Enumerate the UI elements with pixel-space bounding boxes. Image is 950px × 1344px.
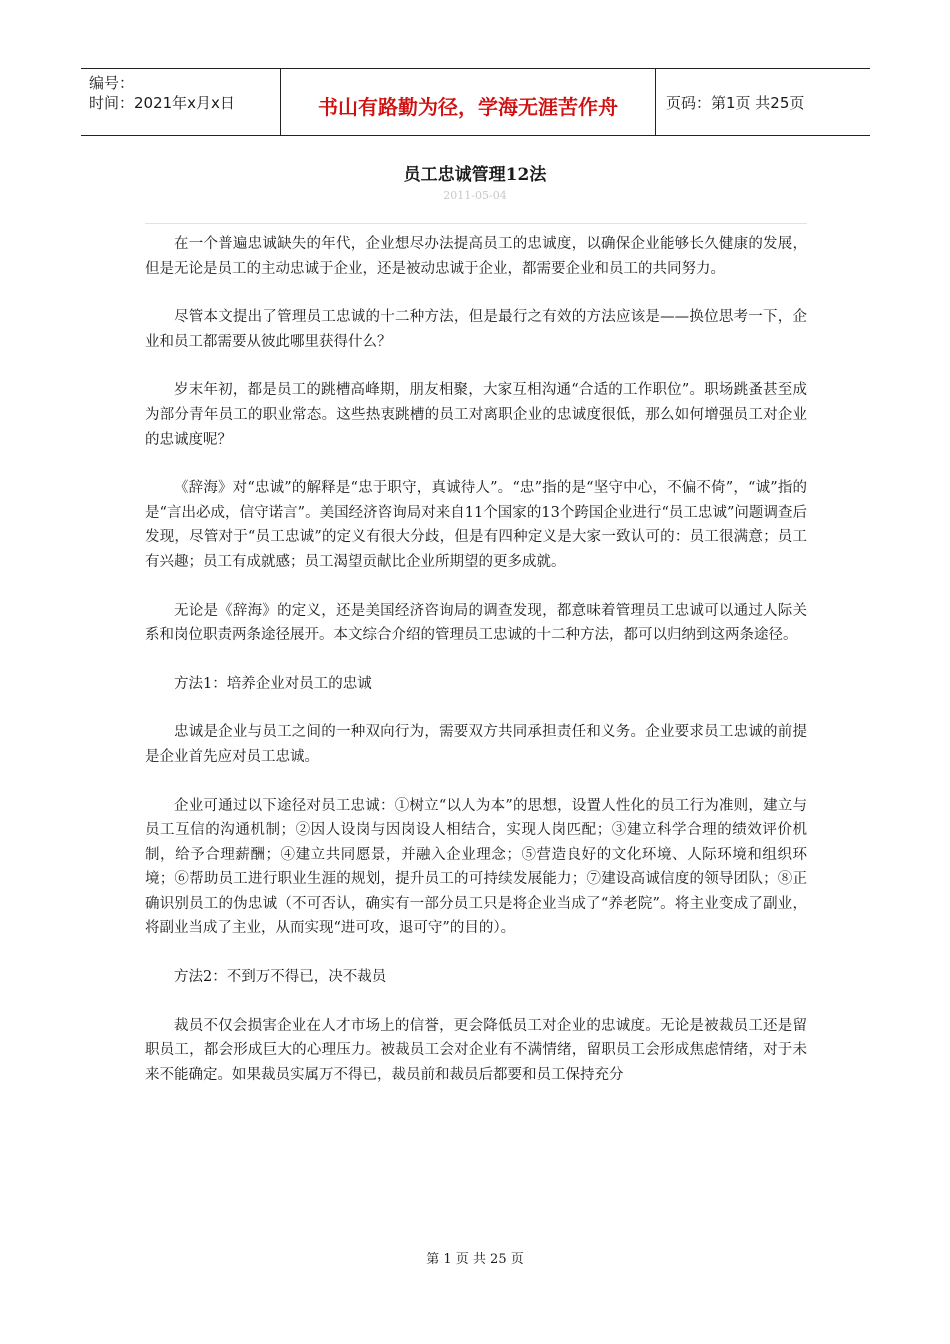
header-page-code: 页码：第1页 共25页 xyxy=(666,93,805,112)
time-label: 时间：2021年x月x日 xyxy=(89,94,235,112)
paragraph: 企业可通过以下途径对员工忠诚：①树立“以人为本”的思想，设置人性化的员工行为准则，建立与员工互信的沟通机制；②因人设岗与因岗设人相结合，实现人岗匹配；③建立科学合理的绩效评价机制，给予合理薪酬；④建立共同愿景，并融入企业理念；⑤营造良好的文化环境、人际环境和组织环境；⑥帮助员工进行职业生涯的规划，提升员工的可持续发展能力；⑦建设高诚信度的领导团队；⑧正确识别员工的伪忠诚（不可否认，确实有一部分员工只是将企业当成了“养老院”。将主业变成了副业，将副业当成了主业，从而实现“进可攻，退可守”的目的）。 xyxy=(145,797,807,937)
method-heading: 方法1：培养企业对员工的忠诚 xyxy=(174,675,372,692)
title-divider xyxy=(145,223,807,224)
header-motto: 书山有路勤为径，学海无涯苦作舟 xyxy=(281,69,656,135)
header-info-cell xyxy=(81,69,281,135)
paragraph: 裁员不仅会损害企业在人才市场上的信誉，更会降低员工对企业的忠诚度。无论是被裁员工还是留职员工，都会形成巨大的心理压力。被裁员工会对企业有不满情绪，留职员工会形成焦虑情绪，对于未来不能确定。如果裁员实属万不得已，裁员前和裁员后都要和员工保持充分 xyxy=(145,1017,807,1083)
page-footer: 第 1 页 共 25 页 xyxy=(426,1252,524,1267)
document-title: 员工忠诚管理12法 xyxy=(403,165,547,185)
method-heading: 方法2：不到万不得已，决不裁员 xyxy=(174,969,387,986)
paragraph: 在一个普遍忠诚缺失的年代，企业想尽办法提高员工的忠诚度，以确保企业能够长久健康的发展，但是无论是员工的主动忠诚于企业，还是被动忠诚于企业，都需要企业和员工的共同努力。 xyxy=(145,236,807,277)
document-body xyxy=(145,232,807,1111)
paragraph: 无论是《辞海》的定义，还是美国经济咨询局的调查发现，都意味着管理员工忠诚可以通过人际关系和岗位职责两条途径展开。本文综合介绍的管理员工忠诚的十二种方法，都可以归纳到这两条途径。 xyxy=(145,602,807,644)
paragraph: 尽管本文提出了管理员工忠诚的十二种方法，但是最行之有效的方法应该是——换位思考一下，企业和员工都需要从彼此哪里获得什么？ xyxy=(145,309,807,350)
number-label: 编号： xyxy=(89,74,135,92)
paragraph: 岁末年初，都是员工的跳槽高峰期，朋友相聚，大家互相沟通“合适的工作职位”。职场跳蚤甚至成为部分青年员工的职业常态。这些热衷跳槽的员工对离职企业的忠诚度很低，那么如何增强员工对企业的忠诚度呢？ xyxy=(145,382,807,448)
document-date: 2011-05-04 xyxy=(443,189,507,202)
paragraph: 《辞海》对“忠诚”的解释是“忠于职守，真诚待人”。“忠”指的是“坚守中心，不偏不倚”，“诚”指的是“言出必成，信守诺言”。美国经济咨询局对来自11个国家的13个跨国企业进行“员工忠诚”问题调查后发现，尽管对于“员工忠诚”的定义有很大分歧，但是有四种定义是大家一致认可的：员工很满意；员工有兴趣；员工有成就感；员工渴望贡献比企业所期望的更多成就。 xyxy=(145,480,807,570)
header-table xyxy=(81,68,870,136)
paragraph: 忠诚是企业与员工之间的一种双向行为，需要双方共同承担责任和义务。企业要求员工忠诚的前提是企业首先应对员工忠诚。 xyxy=(145,724,807,765)
